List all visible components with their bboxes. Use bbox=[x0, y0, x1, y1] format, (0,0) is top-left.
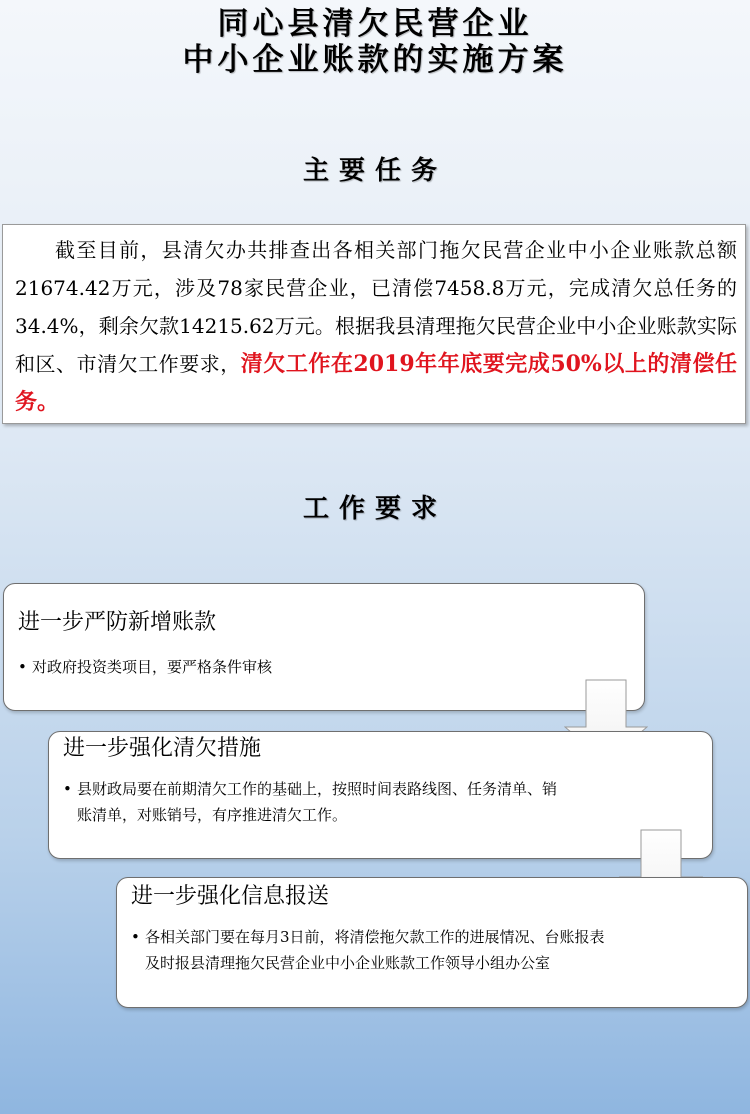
task-paragraph-box bbox=[2, 224, 746, 424]
requirement-bullet: • 县财政局要在前期清欠工作的基础上，按照时间表路线图、任务清单、销账清单，对账销号，有序推进清欠工作。 bbox=[63, 776, 567, 828]
requirement-card-3 bbox=[116, 877, 748, 1008]
requirement-title: 进一步严防新增账款 bbox=[18, 610, 217, 635]
requirement-bullet: • 各相关部门要在每月3日前，将清偿拖欠款工作的进展情况、台账报表及时报县清理拖欠民营企业中小企业账款工作领导小组办公室 bbox=[131, 924, 615, 976]
task-highlight-text: 清欠工作在2019年年底要完成50%以上的清偿任务。 bbox=[15, 351, 737, 415]
title-line-2: 中小企业账款的实施方案 bbox=[182, 42, 568, 78]
requirement-title: 进一步强化清欠措施 bbox=[63, 736, 262, 761]
section-heading-tasks: 主要任务 bbox=[302, 156, 447, 186]
requirement-bullet: • 对政府投资类项目，要严格条件审核 bbox=[18, 654, 630, 680]
document-title bbox=[0, 6, 750, 78]
section-heading-requirements: 工作要求 bbox=[302, 494, 447, 524]
requirement-card-1 bbox=[3, 583, 645, 711]
title-line-1: 同心县清欠民营企业 bbox=[217, 6, 533, 42]
requirement-title: 进一步强化信息报送 bbox=[131, 884, 330, 909]
requirement-card-2 bbox=[48, 731, 713, 859]
task-paragraph-text: 截至目前，县清欠办共排查出各相关部门拖欠民营企业中小企业账款总额21674.42万元，涉及78家民营企业，已清偿7458.8万元，完成清欠总任务的34.4%，剩余欠款14215.62万元。根据我县清理拖欠民营企业中小企业账款实际和区、市清欠工作要求， bbox=[15, 238, 737, 376]
